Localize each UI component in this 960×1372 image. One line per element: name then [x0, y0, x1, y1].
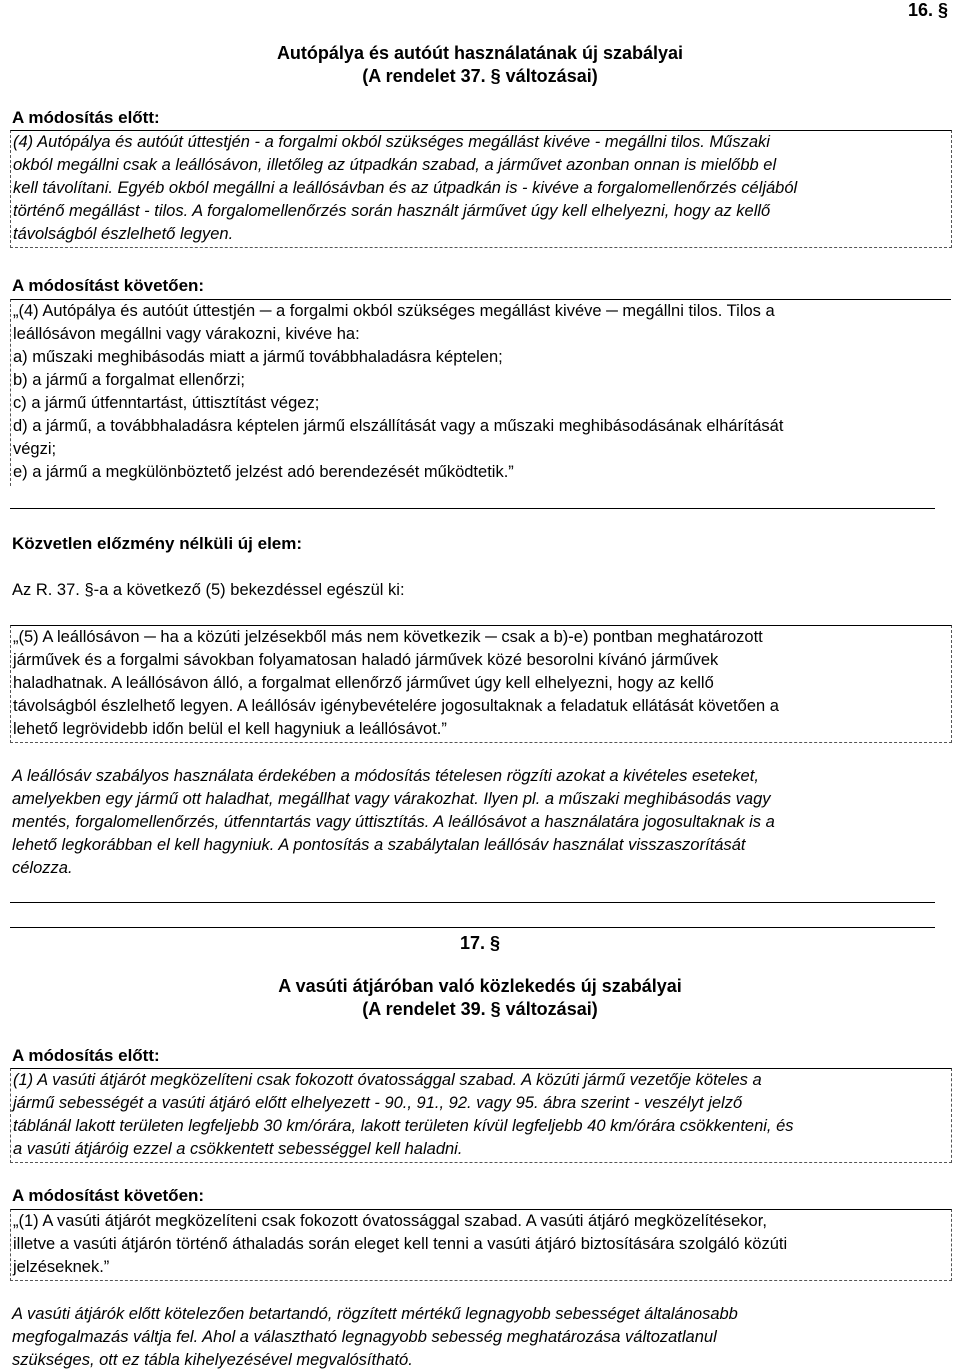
- text-line: okból megállni csak a leállósávon, illetőleg az útpadkán szabad, a járművet azonban onnan is mielőbb el: [13, 156, 777, 174]
- text-line: járművek és a forgalmi sávokban folyamatosan haladó járművek közé besorolni kívánó járművek: [13, 651, 719, 669]
- section-17-after-label: A módosítást követően:: [12, 1186, 205, 1205]
- text-line: haladhatnak. A leállósávon álló, a forgalmat ellenőrző járművet úgy kell elhelyezni, hogy az kellő: [13, 674, 714, 692]
- text-line: (4) Autópálya és autóút úttestjén - a forgalmi okból szükséges megállást kivéve - megállni tilos. Műszaki: [13, 133, 770, 151]
- text-line: leállósávon megállni vagy várakozni, kivéve ha:: [13, 325, 360, 343]
- text-line: a vasúti átjáróig ezzel a csökkentett sebességgel kell haladni.: [13, 1140, 463, 1158]
- section-16-subtitle: (A rendelet 37. § változásai): [362, 66, 598, 86]
- text-line: megfogalmazás váltja fel. Ahol a választható legnagyobb sebesség meghatározása változatlanul: [12, 1328, 717, 1346]
- text-line: amelyekben egy jármű ott haladhat, megállhat vagy várakozhat. Ilyen pl. a műszaki meghibásodás vagy: [12, 790, 771, 808]
- text-line: távolságból észlelhető legyen.: [13, 225, 234, 243]
- text-line: lehető legkorábban el kell hagyniuk. A pontosítás a szabálytalan leállósáv használat visszaszorítását: [12, 836, 746, 854]
- text-line: c) a jármű útfenntartást, úttisztítást végez;: [13, 394, 320, 412]
- text-line: „(5) A leállósávon ─ ha a közúti jelzésekből más nem következik ─ csak a b)-e) pontban meghatározott: [13, 628, 763, 646]
- text-line: jármű sebességét a vasúti átjáró előtt elhelyezett - 90., 91., 92. vagy 95. ábra szerint - veszélyt jelző: [13, 1094, 743, 1112]
- text-line: „(4) Autópálya és autóút úttestjén ─ a forgalmi okból szükséges megállást kivéve ─ megállni tilos. Tilos a: [13, 302, 775, 320]
- section-17-number: 17. §: [459, 933, 501, 953]
- text-line: táblánál lakott területen legfeljebb 30 km/órára, lakott területen kívül legfeljebb 40 km/órára csökkenteni, és: [13, 1117, 794, 1135]
- text-line: a) műszaki meghibásodás miatt a jármű továbbhaladásra képtelen;: [13, 348, 503, 366]
- text-line: „(1) A vasúti átjárót megközelíteni csak fokozott óvatossággal szabad. A vasúti átjáró megközelítésekor,: [13, 1212, 767, 1230]
- text-line: b) a jármű a forgalmat ellenőrzi;: [13, 371, 246, 389]
- text-line: A leállósáv szabályos használata érdekében a módosítás tételesen rögzíti azokat a kivételes eseteket,: [12, 767, 759, 785]
- text-line: távolságból észlelhető legyen. A leállósáv igénybevételére jogosultaknak a feladatuk ellátását követően a: [13, 697, 779, 715]
- text-line: (1) A vasúti átjárót megközelíteni csak fokozott óvatossággal szabad. A közúti jármű vezetője köteles a: [13, 1071, 762, 1089]
- section-16-number: 16. §: [908, 0, 949, 20]
- section-16-before-label: A módosítás előtt:: [12, 108, 160, 127]
- text-line: mentés, forgalomellenőrzés, útfenntartás vagy úttisztítás. A leállósávot a használatára jogosultaknak is a: [12, 813, 775, 831]
- section-17-before-text: [10, 1068, 952, 1163]
- text-line: d) a jármű, a továbbhaladásra képtelen jármű elszállítását vagy a műszaki meghibásodásának elhárítását: [13, 417, 784, 435]
- text-line: kell távolítani. Egyéb okból megállni a leállósávban és az útpadkán is - kivéve a forgalomellenőrzés céljából: [13, 179, 798, 197]
- section-16-after-label: A módosítást követően:: [12, 276, 205, 295]
- section-17-explanation: [12, 1303, 942, 1372]
- section-16-new-intro: Az R. 37. §-a a következő (5) bekezdéssel egészül ki:: [12, 581, 405, 599]
- section-17-before-label: A módosítás előtt:: [12, 1046, 160, 1065]
- section-16-new-label: Közvetlen előzmény nélküli új elem:: [12, 534, 303, 553]
- text-line: illetve a vasúti átjárón történő áthaladás során eleget kell tenni a vasúti átjáró biztosítására szolgáló közúti: [13, 1235, 788, 1253]
- section-16-new-text: [10, 625, 952, 743]
- section-16-explanation: [12, 765, 942, 880]
- section-16-before-text: [10, 130, 952, 248]
- text-line: történő megállást - tilos. A forgalomellenőrzés során használt járművet úgy kell elhelyezni, hogy az kellő: [13, 202, 771, 220]
- divider: [10, 508, 935, 509]
- section-16-after-text: [10, 299, 951, 486]
- section-17-after-text: [10, 1209, 952, 1281]
- text-line: A vasúti átjárók előtt kötelezően betartandó, rögzített mértékű legnagyobb sebességet általánosabb: [12, 1305, 738, 1323]
- text-line: végzi;: [13, 440, 57, 458]
- text-line: célozza.: [12, 859, 73, 877]
- divider: [10, 927, 935, 928]
- section-17-title: A vasúti átjáróban való közlekedés új szabályai: [278, 976, 682, 996]
- section-16-title: Autópálya és autóút használatának új szabályai: [276, 43, 684, 63]
- divider: [10, 902, 935, 903]
- text-line: e) a jármű a megkülönböztető jelzést adó berendezését működtetik.”: [13, 463, 514, 481]
- section-17-subtitle: (A rendelet 39. § változásai): [362, 999, 598, 1019]
- text-line: lehető legrövidebb időn belül el kell hagyniuk a leállósávot.”: [13, 720, 447, 738]
- text-line: jelzéseknek.”: [13, 1258, 110, 1276]
- text-line: szükséges, ott ez tábla kihelyezésével megvalósítható.: [12, 1351, 413, 1369]
